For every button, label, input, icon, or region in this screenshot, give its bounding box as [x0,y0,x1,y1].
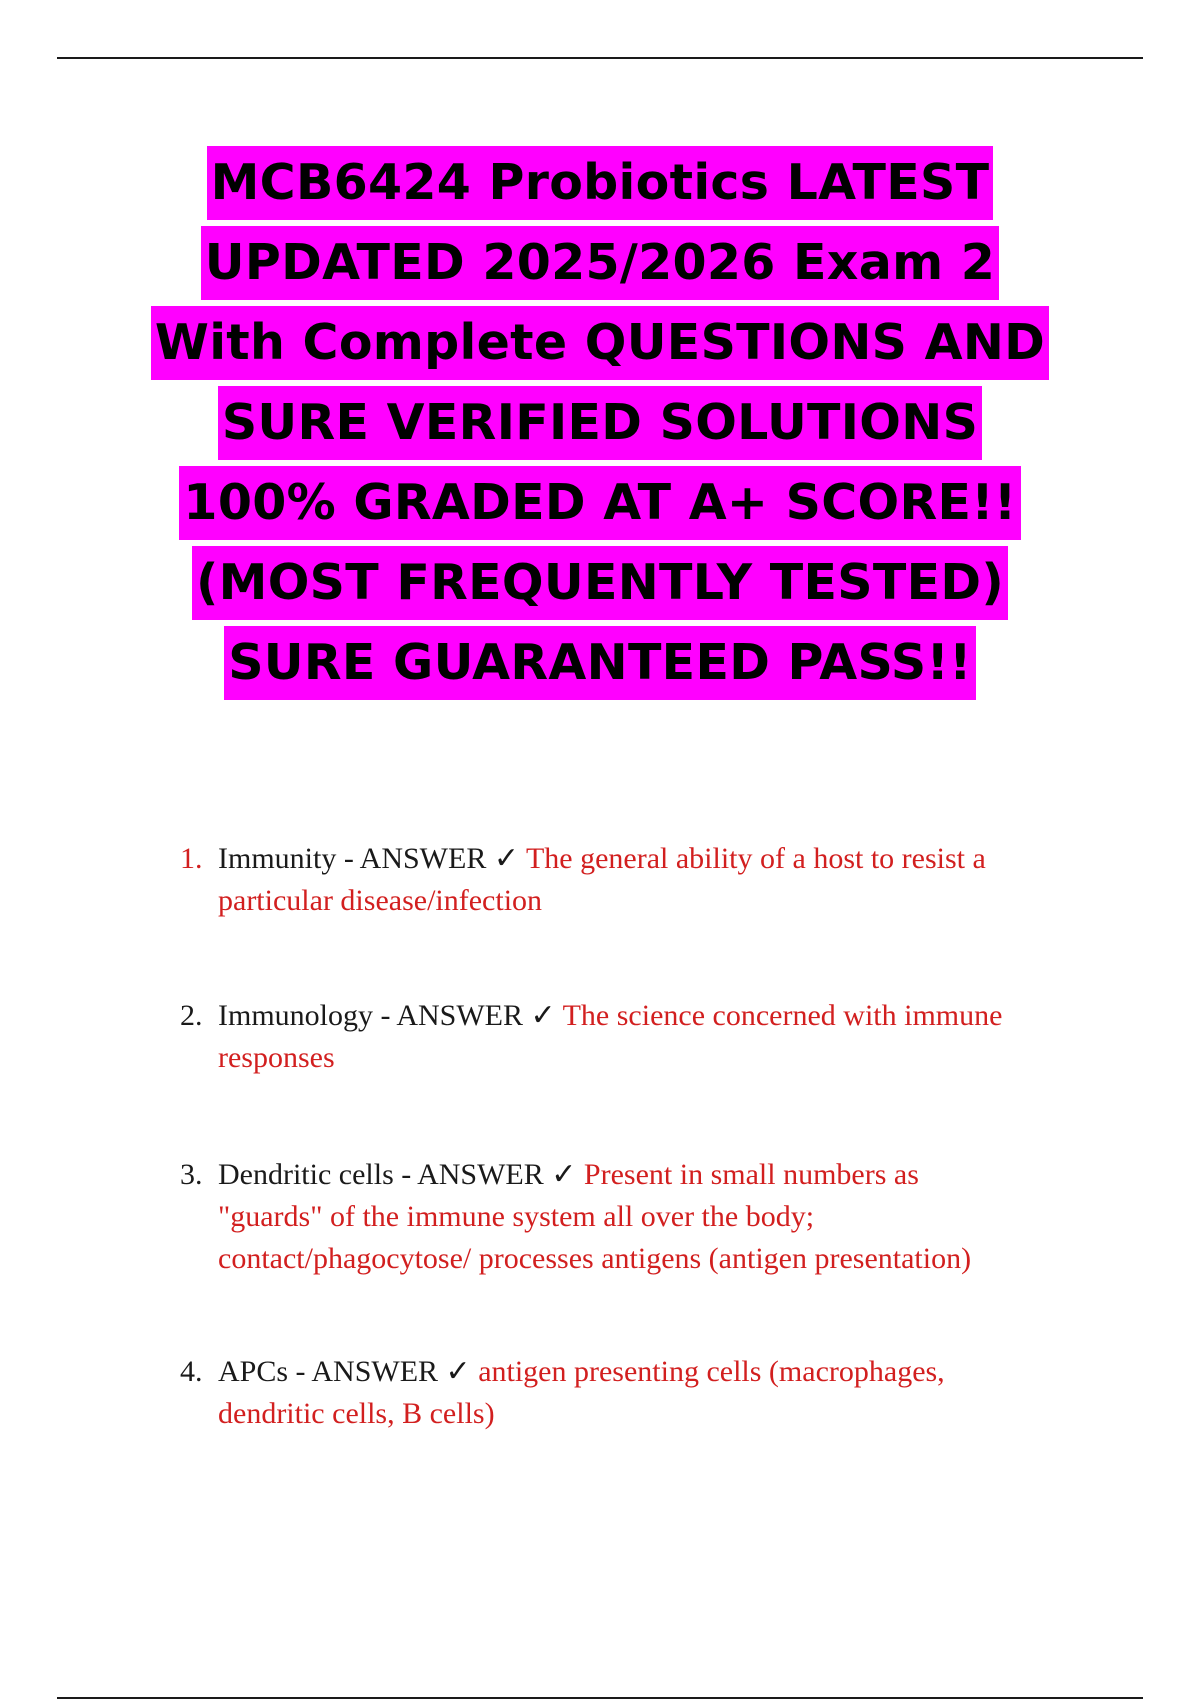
item-number: 1. [180,842,203,875]
item-answer: Present in small numbers as [583,1158,919,1191]
title-line: With Complete QUESTIONS AND [151,306,1049,380]
item-term: Immunology - ANSWER [218,999,523,1032]
item-answer-continued: dendritic cells, B cells) [218,1397,495,1430]
check-icon: ✓ [530,999,556,1032]
item-answer: The science concerned with immune [562,999,1003,1032]
title-line: 100% GRADED AT A+ SCORE!! [179,466,1020,540]
bottom-rule [57,1697,1143,1699]
item-answer-continued: "guards" of the immune system all over the body; [218,1200,815,1233]
check-icon: ✓ [445,1355,471,1388]
list-item [180,1351,1080,1435]
check-icon: ✓ [551,1158,577,1191]
item-term: APCs - ANSWER [218,1355,439,1388]
title-line: SURE GUARANTEED PASS!! [224,626,976,700]
item-answer: antigen presenting cells (macrophages, [478,1355,945,1388]
top-rule [57,57,1143,59]
list-item [180,995,1080,1079]
title-line: (MOST FREQUENTLY TESTED) [192,546,1008,620]
document-title [60,146,1140,706]
check-icon: ✓ [493,842,519,875]
item-answer-continued: particular disease/infection [218,884,543,917]
title-line: SURE VERIFIED SOLUTIONS [218,386,982,460]
item-number: 2. [180,999,203,1032]
item-answer-continued: contact/phagocytose/ processes antigens (antigen presentation) [218,1242,972,1275]
question-answer-list [180,838,1080,1435]
list-item [180,838,1080,922]
item-term: Dendritic cells - ANSWER [218,1158,544,1191]
item-answer: The general ability of a host to resist a [525,842,986,875]
item-term: Immunity - ANSWER [218,842,487,875]
item-answer-continued: responses [218,1041,335,1074]
title-line: UPDATED 2025/2026 Exam 2 [201,226,999,300]
item-number: 3. [180,1158,203,1191]
title-line: MCB6424 Probiotics LATEST [207,146,994,220]
item-number: 4. [180,1355,203,1388]
list-item [180,1154,1080,1280]
